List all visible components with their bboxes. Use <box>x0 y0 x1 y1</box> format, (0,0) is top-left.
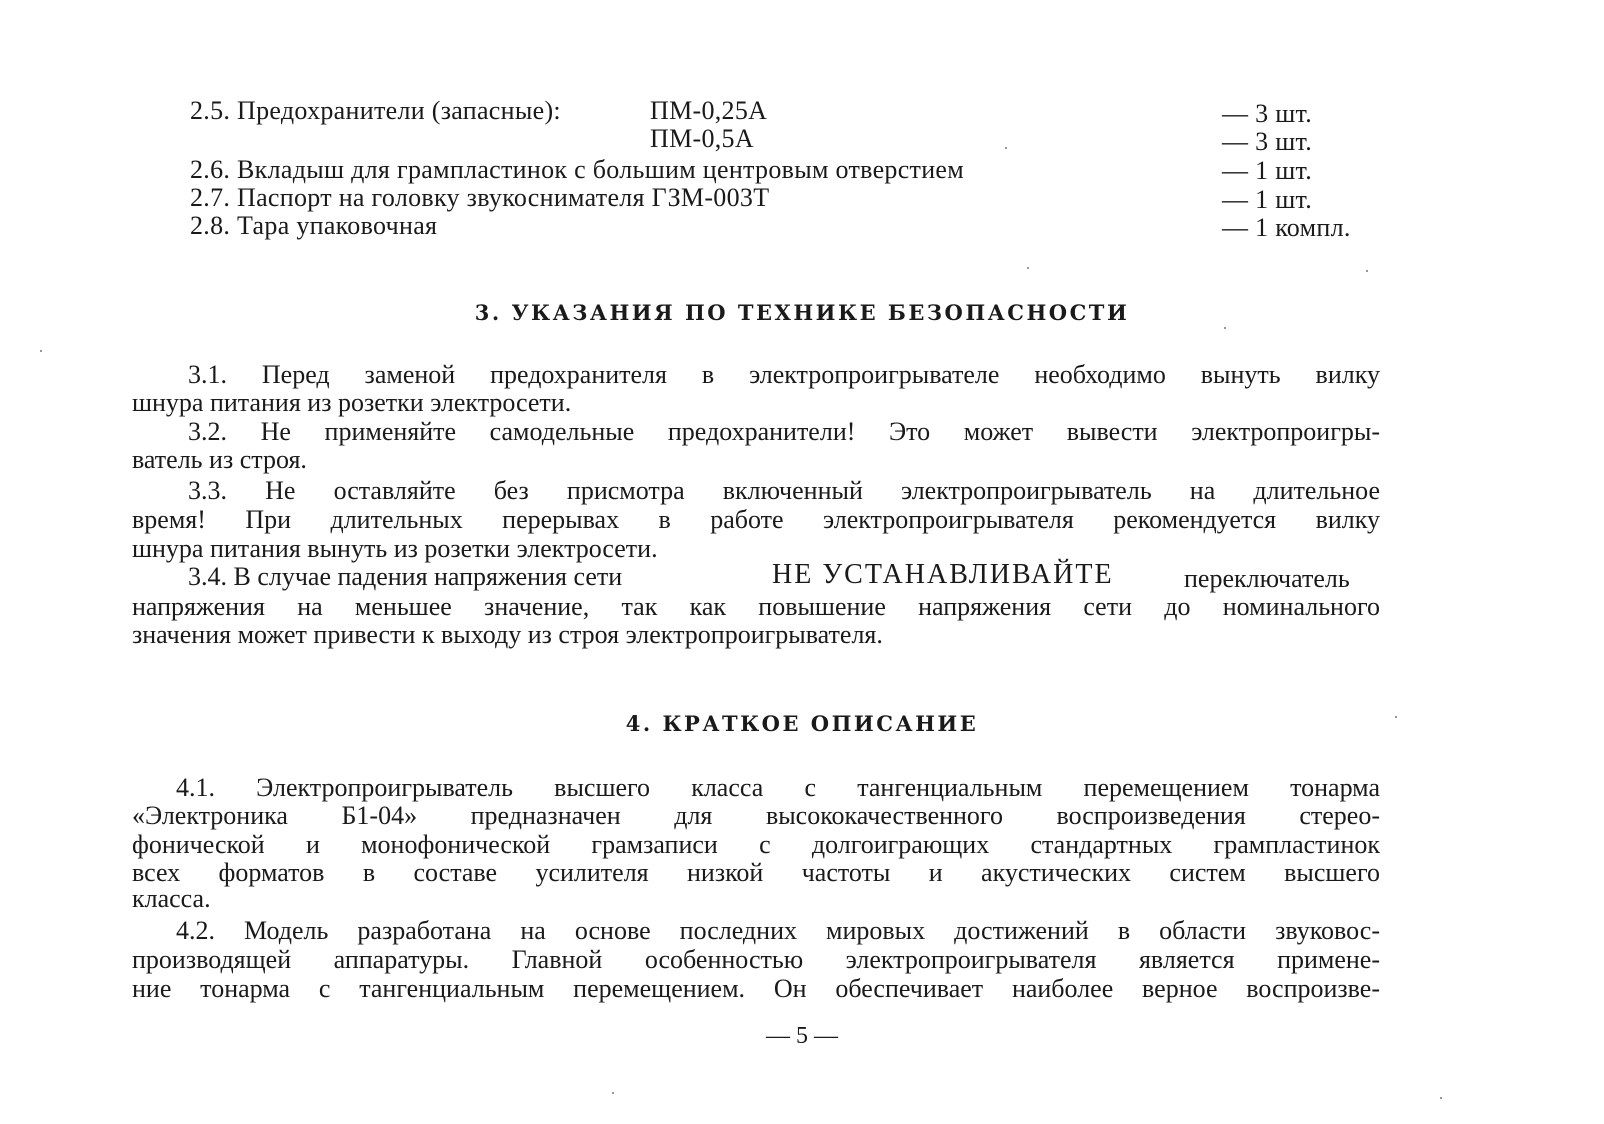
kit-item-number: 2.7. <box>190 183 231 212</box>
text-line: 4.1. Электропроигрыватель высшего класса с тангенциальным перемещением тонарма <box>176 773 1380 802</box>
scan-speck <box>40 350 42 352</box>
kit-item-text: Паспорт на головку звукоснимателя ГЗМ-003Т <box>237 183 770 212</box>
text-line: 3.3. Не оставляйте без присмотра включенный электропроигрыватель на длительное <box>188 476 1380 505</box>
scan-speck <box>612 1092 614 1094</box>
kit-quantity: — 3 шт. <box>1222 127 1313 156</box>
kit-quantity: — 1 шт. <box>1222 185 1313 214</box>
text-line: класса. <box>132 884 211 913</box>
text-line: ватель из строя. <box>132 445 307 474</box>
kit-item-number: 2.6. <box>190 155 231 184</box>
text-line: фонической и монофонической грамзаписи с долгоиграющих стандартных грампластинок <box>132 830 1380 859</box>
kit-item-text: Предохранители (запасные): <box>237 96 561 125</box>
fuse-type-1: ПМ-0,25А <box>650 96 768 125</box>
scan-speck <box>1366 270 1368 272</box>
kit-item-number: 2.5. <box>190 96 231 125</box>
kit-quantity: — 3 шт. <box>1222 99 1313 128</box>
text-line: шнура питания из розетки электросети. <box>132 388 572 417</box>
scan-speck <box>1440 1097 1442 1099</box>
text-line: 4.2. Модель разработана на основе последних мировых достижений в области звуковос- <box>176 916 1380 945</box>
kit-item-text: Вкладыш для грампластинок с большим центровым отверстием <box>237 155 965 184</box>
kit-quantity: — 1 шт. <box>1222 156 1313 185</box>
text-line: ние тонарма с тангенциальным перемещением. Он обеспечивает наиболее верное воспроизве- <box>132 974 1380 1003</box>
text-line: время! При длительных перерывах в работе электропроигрывателя рекомендуется вилку <box>132 505 1380 534</box>
text-line: значения может привести к выходу из строя электропроигрывателя. <box>132 620 883 649</box>
kit-item-text: Тара упаковочная <box>237 211 438 240</box>
kit-quantity: — 1 компл. <box>1222 213 1351 242</box>
section-4-heading: 4. КРАТКОЕ ОПИСАНИЕ <box>625 711 979 736</box>
scan-speck <box>1027 267 1029 269</box>
text-line: шнура питания вынуть из розетки электросети. <box>132 534 658 563</box>
scan-speck <box>1005 147 1007 149</box>
text-line: напряжения на меньшее значение, так как повышение напряжения сети до номинального <box>132 592 1380 621</box>
scan-speck <box>1224 327 1226 329</box>
text-line: 3.2. Не применяйте самодельные предохранители! Это может вывести электропроигры- <box>188 417 1380 446</box>
kit-item-2-7 <box>190 184 769 212</box>
text-line-part: 3.4. В случае падения напряжения сети <box>188 562 623 591</box>
text-line: всех форматов в составе усилителя низкой частоты и акустических систем высшего <box>132 858 1380 887</box>
warning-text: НЕ УСТАНАВЛИВАЙТЕ <box>772 559 1114 590</box>
text-line: производящей аппаратуры. Главной особенностью электропроигрывателя является примене- <box>132 945 1380 974</box>
fuse-type-2: ПМ-0,5А <box>650 124 754 153</box>
page-number: — 5 — <box>766 1023 838 1049</box>
text-line: «Электроника Б1-04» предназначен для высококачественного воспроизведения стерео- <box>132 801 1380 830</box>
kit-item-number: 2.8. <box>190 211 231 240</box>
kit-item-2-6 <box>190 156 964 184</box>
kit-item-2-5 <box>190 97 561 125</box>
text-line: 3.1. Перед заменой предохранителя в электропроигрывателе необходимо вынуть вилку <box>188 360 1380 389</box>
scan-speck <box>1395 716 1397 718</box>
section-3-heading: 3. УКАЗАНИЯ ПО ТЕХНИКЕ БЕЗОПАСНОСТИ <box>474 300 1130 325</box>
text-line-part: переключатель <box>1184 564 1350 593</box>
kit-item-2-8 <box>190 212 437 240</box>
